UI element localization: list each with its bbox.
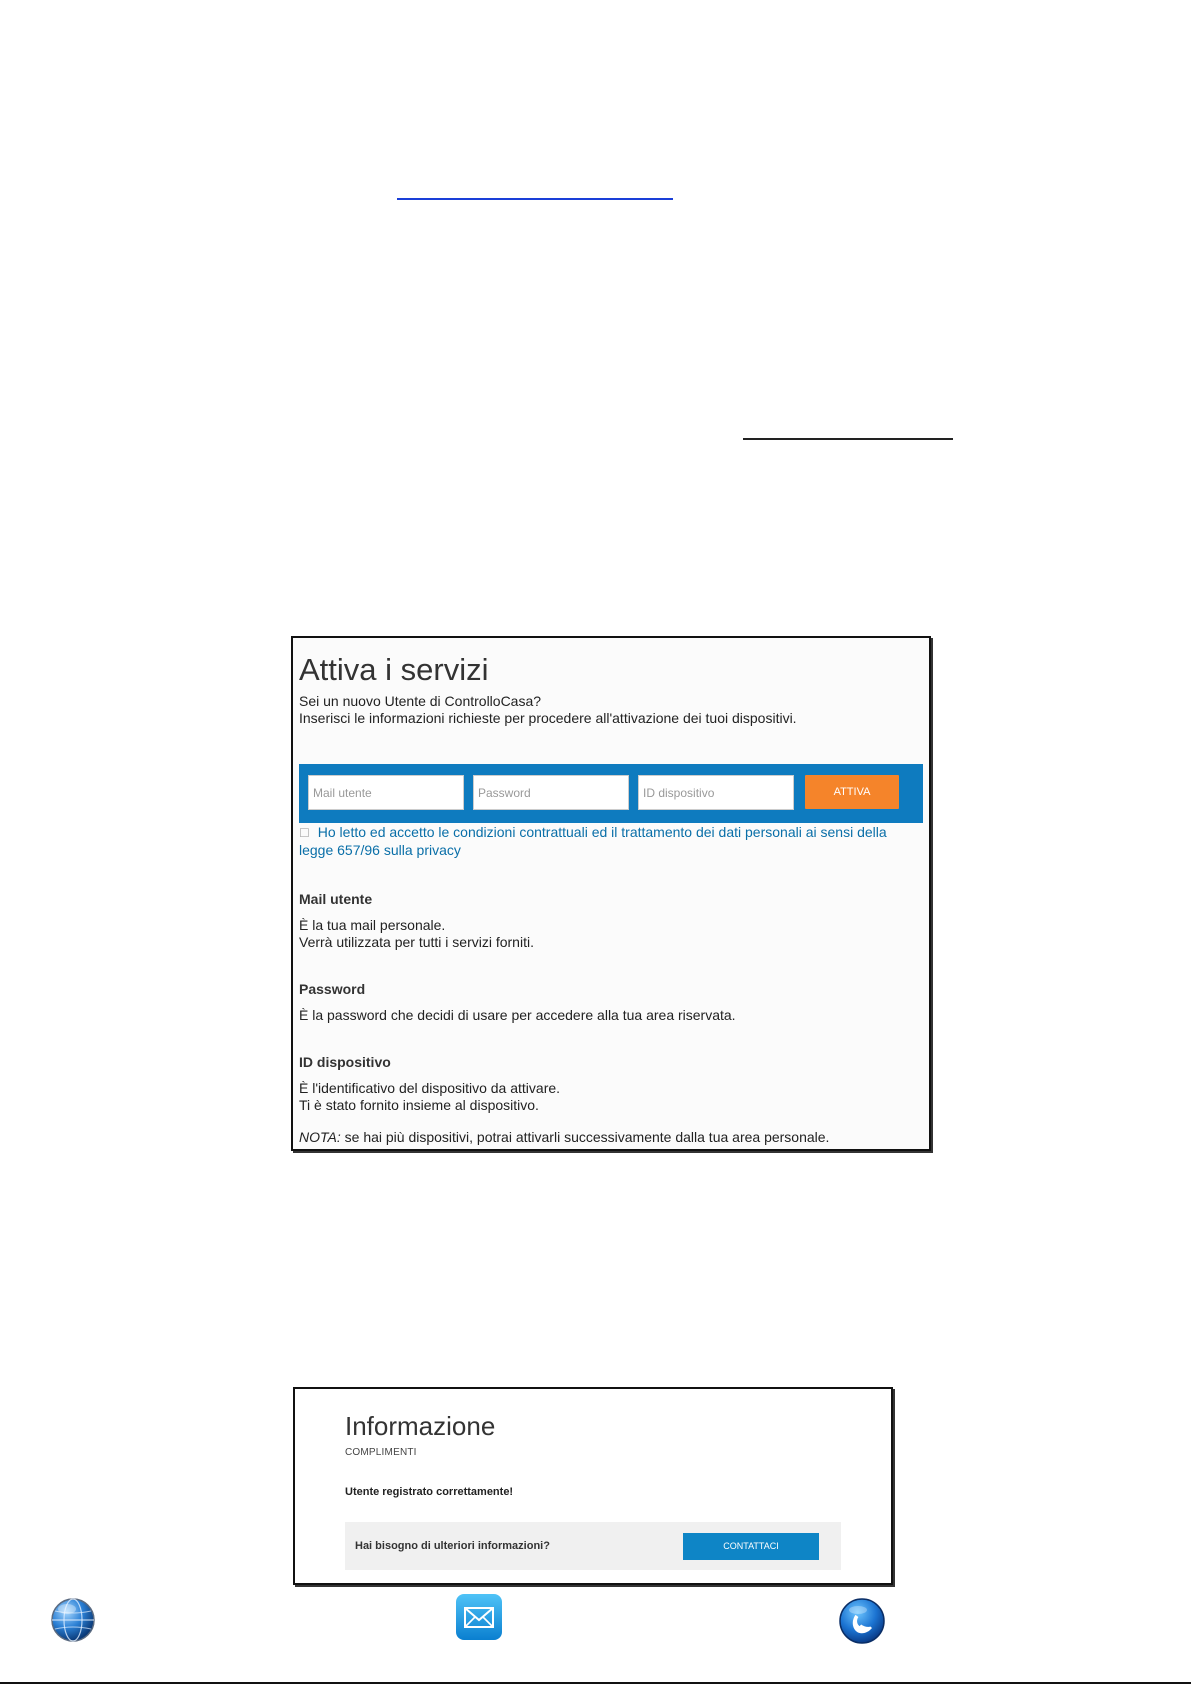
note-label: NOTA: <box>299 1129 341 1145</box>
information-screenshot <box>293 1387 893 1585</box>
hyperlink-underline[interactable] <box>397 198 673 200</box>
contact-button[interactable]: CONTATTACI <box>683 1533 819 1560</box>
consent-checkbox[interactable]: ☐ <box>299 826 310 840</box>
section-text-password: È la password che decidi di usare per accedere alla tua area riservata. <box>299 1007 736 1023</box>
section-text-device: È l'identificativo del dispositivo da attivare. Ti è stato fornito insieme al dispositivo. <box>299 1080 561 1113</box>
page-title: Attiva i servizi <box>299 652 489 687</box>
globe-icon[interactable] <box>50 1597 96 1643</box>
consent-label[interactable]: Ho letto ed accetto le condizioni contrattuali ed il trattamento dei dati personali ai sensi della legge 657/96 sulla privacy <box>299 824 887 858</box>
success-message: Utente registrato correttamente! <box>345 1486 514 1498</box>
intro-text: Sei un nuovo Utente di ControlloCasa? Inserisci le informazioni richieste per procedere all'attivazione dei tuoi dispositivi. <box>299 693 797 726</box>
section-title-password: Password <box>299 981 366 997</box>
device-id-field[interactable]: ID dispositivo <box>638 775 794 810</box>
section-title-device: ID dispositivo <box>299 1054 391 1070</box>
activate-button[interactable]: ATTIVA <box>805 775 899 809</box>
section-text-email: È la tua mail personale. Verrà utilizzata per tutti i servizi forniti. <box>299 917 534 950</box>
note-text: NOTA: se hai più dispositivi, potrai attivarli successivamente dalla tua area personale. <box>299 1129 830 1145</box>
mail-icon[interactable] <box>455 1593 501 1639</box>
phone-icon[interactable] <box>838 1597 884 1643</box>
consent-row <box>299 824 923 859</box>
info-title: Informazione <box>345 1411 496 1441</box>
activation-form <box>299 764 923 823</box>
activate-services-screenshot <box>291 636 931 1151</box>
section-title-email: Mail utente <box>299 891 373 907</box>
page-bottom-rule <box>0 1682 1191 1684</box>
help-bar <box>345 1522 841 1570</box>
password-field[interactable]: Password <box>473 775 629 810</box>
help-text: Hai bisogno di ulteriori informazioni? <box>355 1540 550 1552</box>
email-field[interactable]: Mail utente <box>308 775 464 810</box>
hyperlink-underline[interactable] <box>743 438 953 440</box>
info-subtitle: COMPLIMENTI <box>345 1447 417 1458</box>
